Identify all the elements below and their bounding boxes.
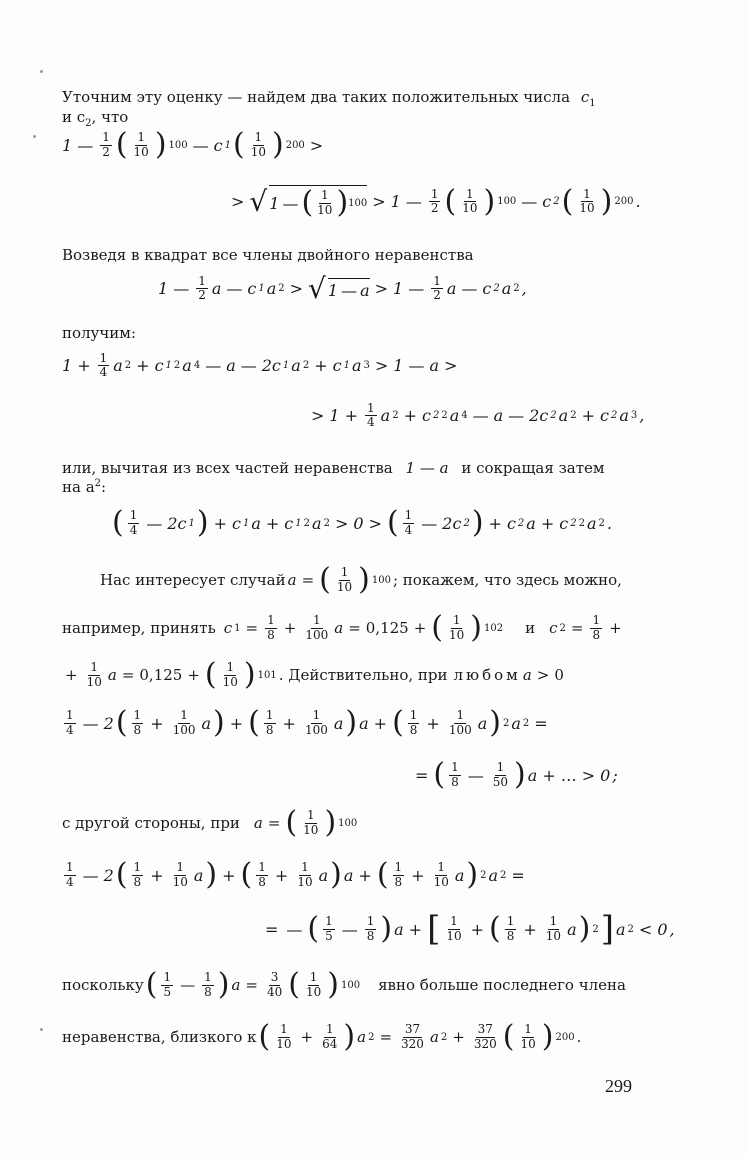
scan-speck [33, 135, 36, 138]
formula-expanded-top: 1 + $\frac{1}{4}$ a 2 + c 1 2 a 4 — a — 2c 1 a 2 + c 1 a 3 > 1 — a > [62, 351, 458, 380]
scan-speck [40, 1028, 43, 1031]
text-line: например, принять c 1 = $\frac{1}{8}$ + $\frac{1}{100}$ a = 0,125 + ( $\frac{1}{10}$ ) 102 и c 2 = $\frac{1}{8}$ + [62, 610, 622, 645]
text-line: Нас интересует случай a = ( $\frac{1}{10}$ ) 100 ; покажем, что здесь можно, [100, 562, 622, 597]
text-line: неравенства, близкого к ( $\frac{1}{10}$ + $\frac{1}{64}$ ) a 2 = $\frac{37}{320}$ a 2 + $\frac{37}{320}$ ( $\frac{1}{10}$ ) 200 . [62, 1019, 582, 1054]
formula-any-a-top: $\frac{1}{4}$ — 2 ( $\frac{1}{8}$ + $\frac{1}{100}$ a ) + ( $\frac{1}{8}$ + $\frac{1}{100}$ a ) a + ( $\frac{1}{8}$ + $\frac{1}{100}$ a ) 2 a 2 = [66, 705, 548, 740]
text-line: на $a^2$: [62, 478, 107, 496]
page-number: 299 [605, 1076, 632, 1096]
formula-specific-a-bottom: = — ( $\frac{1}{5}$ — $\frac{1}{8}$ ) a + [ $\frac{1}{10}$ + ( $\frac{1}{8}$ + $\frac{1}{10}$ a ) 2 ] a 2 < 0 , [265, 909, 675, 949]
text-line: Уточним эту оценку — найдем два таких положительных числа $c_1$ [62, 88, 596, 109]
text-line: или, вычитая из всех частей неравенства 1 — a и сокращая затем [62, 459, 605, 477]
text-line: Возведя в квадрат все члены двойного неравенства [62, 246, 474, 264]
text-line: и $c_2$, что [62, 108, 129, 129]
scan-speck [40, 70, 43, 73]
text-line: + $\frac{1}{10}$ a = 0,125 + ( $\frac{1}{10}$ ) 101 . Действительно, при любом a > 0 [65, 657, 564, 692]
formula-reduced-inequality: ( $\frac{1}{4}$ — 2c 1 ) + c 1 a + c 1 2 a 2 > 0 > ( $\frac{1}{4}$ — 2c 2 ) + c 2 a + c 2 2 a 2 . [112, 505, 612, 540]
formula-inequality-sqrt: > √ 1 — ( $\frac{1}{10}$ ) 100 > 1 — $\frac{1}{2}$ ( $\frac{1}{10}$ ) 100 — c 2 ( $\frac{1}{10}$ ) 200 . [231, 183, 641, 220]
text-line: поскольку ( $\frac{1}{5}$ — $\frac{1}{8}$ ) a = $\frac{3}{40}$ ( $\frac{1}{10}$ ) 100 явно больше последнего члена [62, 967, 626, 1002]
formula-squared-inequality: 1 — $\frac{1}{2}$ a — c 1 a 2 > √ 1 — a > 1 — $\frac{1}{2}$ a — c 2 a 2 , [158, 272, 527, 305]
formula-any-a-bottom: = ( $\frac{1}{8}$ — $\frac{1}{50}$ ) a + … > 0 ; [415, 757, 618, 792]
formula-expanded-bottom: > 1 + $\frac{1}{4}$ a 2 + c 2 2 a 4 — a — 2c 2 a 2 + c 2 a 3 , [311, 401, 645, 430]
text-line: с другой стороны, при a = ( $\frac{1}{10}$ ) 100 [62, 805, 358, 840]
formula-inequality-top: 1 — $\frac{1}{2}$ ( $\frac{1}{10}$ ) 100 — c 1 ( $\frac{1}{10}$ ) 200 > [62, 127, 324, 162]
formula-specific-a-top: $\frac{1}{4}$ — 2 ( $\frac{1}{8}$ + $\frac{1}{10}$ a ) + ( $\frac{1}{8}$ + $\frac{1}{10}$ a ) a + ( $\frac{1}{8}$ + $\frac{1}{10}$ a ) 2 a 2 = [66, 857, 525, 892]
text-line: получим: [62, 324, 137, 342]
